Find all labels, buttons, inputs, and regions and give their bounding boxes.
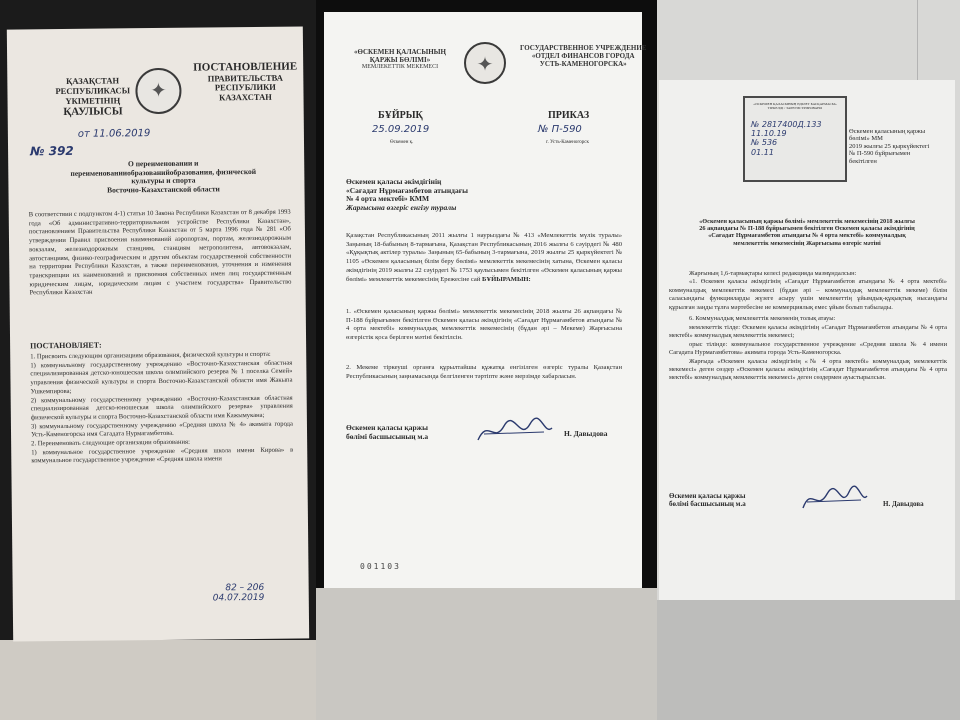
title-line: культуры и спорта <box>131 175 196 186</box>
order-title-ru: ПРИКАЗ <box>548 110 590 121</box>
approval-line: № П-590 бұйрығымен <box>849 150 911 158</box>
stamp-header <box>749 102 841 110</box>
org-line: ГОСУДАРСТВЕННОЕ УЧРЕЖДЕНИЕ <box>520 44 647 52</box>
org-line: ҚАРЖЫ БӨЛІМІ» <box>369 56 431 65</box>
decree-item: 2. Переименовать следующие организации образования: <box>31 438 190 448</box>
title-line: О переименовании и <box>127 158 199 169</box>
registration-note <box>213 583 265 604</box>
decree-preamble: В соответствии с подпунктом 4-1) статьи 10 Закона Республики Казахстан от 8 декабря 1993 года «Об административно-территориальном устройстве Республики Казахстан», постановлением Правительства Республики Казахстан от 5 марта 1996 года № 281 «Об утверждении Правил присвоения наименований аэропортам, портам, железнодорожным вокзалам, железнодорожным станциям, станциям метрополитена, автовокзалам, автостанциям, физико-географическим и другим объектам государственной собственности на территории Республики Казахстан, а также переименования, уточнения и изменения транскрипции их наименований и присвоения собственных имен лиц государственным юридическим лицам, юридическим лицам с участием государства» Правительство Республики Казахстан <box>28 208 292 297</box>
order-item-1: 1. «Өскемен қаласының қаржы бөлімі» мемлекеттік мекемесінің 2018 жылғы 26 ақпандағы № П-188 бұйрығымен бекітілген Өскемен қаласы әкімдігінің «Сағадат Нұрмағамбетов атындағы № 4 орта мектебі» коммуналдық мемлекеттік мекемесінің (бұдан әрі – Мекеме) Жарғысына өзгерістік қоса берілген мәтіні бекітілсін. <box>346 308 622 342</box>
approval-line: 2019 жылғы 25 қыркүйектегі <box>849 142 930 150</box>
approval-note <box>849 128 929 165</box>
decree-keyword: ПОСТАНОВЛЯЕТ: <box>30 340 102 351</box>
kz-header-line: ҚАЗАҚСТАН <box>66 75 120 86</box>
document-photo-3 <box>657 0 960 720</box>
city-kz: Өскемен қ. <box>390 140 414 145</box>
title-line: «Сағадат Нұрмағамбетов атындағы № 4 орта мектебі» коммуналдық <box>708 232 906 240</box>
stamp-entry: № 2817400Д.133 <box>751 120 822 129</box>
stamp-line: «ӨСКЕМЕН ҚАЛАСЫНЫҢ ӘДІЛЕТ БАСҚАРМАСЫ» <box>753 102 837 106</box>
approval-line: бекітілген <box>849 157 877 165</box>
kz-header <box>55 76 130 119</box>
stamp-entries <box>751 120 822 157</box>
title-line: Восточно-Казахстанской области <box>107 184 220 195</box>
state-emblem-icon <box>135 68 181 114</box>
stamp-entry: 11.10.19 <box>751 129 787 139</box>
serial-number: 001103 <box>360 562 401 571</box>
subject-line: Жарғысына өзгеріс енгізу туралы <box>346 202 457 212</box>
desk-surface <box>316 588 657 720</box>
document-photo-2 <box>316 0 657 720</box>
registration-stamp <box>743 96 847 182</box>
kz-header-line: ҮКІМЕТІНІҢ <box>65 94 121 106</box>
signature-mark <box>799 482 869 516</box>
signer-name: Н. Давыдова <box>564 429 608 438</box>
ru-header-line: ПОСТАНОВЛЕНИЕ <box>193 60 298 74</box>
org-line: УСТЬ-КАМЕНОГОРСКА» <box>539 60 627 69</box>
title-line: переименованииобразованийобразования, физической <box>70 166 257 178</box>
ru-header-line: КАЗАХСТАН <box>219 91 272 103</box>
signer-title-line: бөлімі басшысының м.а <box>669 500 746 509</box>
decree-item: 1. Присвоить следующим организациям образования, физической культуры и спорта: <box>30 350 271 361</box>
decree-item: 1) коммунальное государственное учреждение «Средняя школа имени Кирова» в коммунальное государственное учреждение «Средняя школа имени <box>31 446 294 465</box>
desk-surface <box>0 640 316 720</box>
title-line: 26 ақпандағы № П-188 бұйрығымен бекітілген Өскемен қаласы әкімдігінің <box>699 225 915 233</box>
ru-header-line: ПРАВИТЕЛЬСТВА <box>207 72 283 84</box>
decree-item: 1) коммунальному государственному учреждению «Восточно-Казахстанская областная специализированная детско-юношеская школа олимпийского резерва № 1 поселка Семей» управления физической культуры и спорта Восточно-Казахстанской области имя Жакыпа Ушкемпирова; <box>30 359 293 396</box>
kz-header-line: ҚАУЛЫСЫ <box>63 105 123 119</box>
org-line: МЕМЛЕКЕТТІК МЕКЕМЕСІ <box>361 64 439 71</box>
order-title-kz: БҰЙРЫҚ <box>378 110 423 121</box>
order-item-2: 2. Мекеме тіркеуші органға құрылтайшы құжатқа енгізілген өзгеріс туралы Қазақстан Республикасының заңнамасында белгіленген тәртіпте және мерзімде хабарласын. <box>346 364 622 380</box>
amendment-body <box>669 270 947 383</box>
title-line: «Өскемен қаласының қаржы бөлімі» мемлекеттік мекемесінің 2018 жылғы <box>699 218 915 225</box>
kz-header-line: РЕСПУБЛИКАСЫ <box>55 85 131 96</box>
amendment-paragraph: Жарғының 1,6-тармақтары келесі редакцияда мазмұндалсын: <box>689 270 857 277</box>
registration-number: 82 – 206 <box>225 582 265 594</box>
signer-title-line: бөлімі басшысының м.а <box>346 431 429 441</box>
org-line: «ӨСКЕМЕН ҚАЛАСЫНЫҢ <box>354 48 446 56</box>
registration-date: 04.07.2019 <box>212 593 265 604</box>
decree-items <box>30 351 293 467</box>
order-subject <box>346 178 468 213</box>
amendment-paragraph: 6. Коммуналдық мемлекеттік мекеменің толық атауы: <box>689 315 836 323</box>
signer-title-line: Өскемен қаласы қаржы <box>346 423 428 432</box>
amendment-paragraph: «1. Өскемен қаласы әкімдігінің «Сағадат Нұрмағамбетов атындағы № 4 орта мектебі» коммуналдық мемлекеттік мекемесі (бұдан әрі – коммуналдық мемлекеттік мекеме) білім саласындағы функцияларды жүзеге асыру үшін мемлекеттің ұйымдық-құқықтық нысандағы құрылған заңды тұлға мәртебесіне ие коммерциялық емес ұйым болып табылады. <box>669 278 947 311</box>
approval-line: бөлімі» ММ <box>849 135 883 143</box>
decree-date: от 11.06.2019 <box>77 128 151 140</box>
government-decree-page <box>7 26 309 641</box>
finance-order-page <box>324 12 647 588</box>
floor-surface <box>657 600 960 720</box>
amendment-title <box>667 218 947 247</box>
title-line: мемлекеттік мекемесінің Жарғысына өзгеріс мәтіні <box>733 239 881 247</box>
decree-item: 2) коммунальному государственному учреждению «Восточно-Казахстанская областная специализированная детско-юношеская школа олимпийского резерва» управления физической культуры и спорта Восточно-Казахстанской области имя Кажымукана; <box>30 394 293 422</box>
order-number: № П-590 <box>538 124 582 135</box>
decree-keyword: БҰЙЫРАМЫН: <box>482 275 531 283</box>
signer-name: Н. Давыдова <box>883 500 924 508</box>
signer-title <box>669 492 746 508</box>
stamp-entry: № 536 <box>751 138 778 148</box>
preamble-text: Қазақстан Республикасының 2011 жылғы 1 наурыздағы № 413 «Мемлекеттік мүлік туралы» Заңының 18-бабының 8-тармағына, Қазақстан Республикасының 2016 жылғы 6 сәуірдегі № 480 «Құқықтық актілер туралы» Заңының 65-бабының 3-тармағына, 2019 жылғы 25 қыркүйектегі № 1105 «Өскемен қаласының білім беру бөлімі» мемлекеттік мекемесінің хатына, Өскемен қаласы әкімдігінің 2019 жылғы 22 сәуірдегі № 1753 қаулысымен бекітілген «Өскемен қаласының қаржы бөлімі» мемлекеттік мекемесінің Ережесіне сай <box>346 232 622 283</box>
signer-title-line: Өскемен қаласы қаржы <box>669 492 746 500</box>
ru-org-header <box>520 44 646 68</box>
charter-amendment-page <box>659 80 955 600</box>
decree-item: 3) коммунальному государственному учреждению «Средняя школа № 4» акимата города Усть-Каменогорска имя Сагадата Нурмагамбетова. <box>30 420 293 439</box>
amendment-paragraph: Жарғыда «Өскемен қаласы әкімдігінің «№ 4 орта мектебі» коммуналдық мемлекеттік мекемесі» деген сөздер «Өскемен қаласы әкімдігінің «Сағадат Нұрмағамбетов атындағы № 4 орта мектебі» коммуналдық мемлекеттік мекемесі» деген сөздермен ауыстырылсын. <box>669 357 947 382</box>
kz-org-header <box>354 48 446 71</box>
amendment-paragraph: мемлекеттік тілде: Өскемен қаласы әкімдігінің «Сағадат Нұрмағамбетов атындағы № 4 орта мектебі» коммуналдық мемлекеттік мекемесі; <box>669 323 947 340</box>
order-date: 25.09.2019 <box>372 124 430 135</box>
state-emblem-icon <box>464 42 506 84</box>
decree-title <box>48 159 278 196</box>
org-line: «ОТДЕЛ ФИНАНСОВ ГОРОДА <box>531 52 635 61</box>
order-preamble <box>346 232 622 284</box>
ru-header-line: РЕСПУБЛИКИ <box>214 82 276 93</box>
signature-mark <box>474 414 554 448</box>
stamp-line: ТІРКЕЛДІ / ЗАРЕГИСТРИРОВАНО <box>767 106 823 111</box>
signer-title <box>346 424 428 441</box>
subject-line: Өскемен қаласы әкімдігінің <box>346 177 442 186</box>
subject-line: «Сағадат Нұрмағамбетов атындағы <box>346 185 468 195</box>
ru-header <box>193 61 297 104</box>
approval-line: Өскемен қаласының қаржы <box>849 128 926 135</box>
amendment-paragraph: орыс тілінде: коммунальное государственное учреждение «Средняя школа № 4 имени Сагадата Нурмагамбетова» акимата города Усть-Каменогорска. <box>669 340 947 357</box>
stamp-entry: 01.11 <box>751 147 774 157</box>
city-ru: г. Усть-Каменогорск <box>546 140 589 145</box>
subject-line: № 4 орта мектебі» КММ <box>346 194 430 204</box>
decree-number: № 392 <box>30 143 74 159</box>
document-photo-1 <box>0 0 316 720</box>
